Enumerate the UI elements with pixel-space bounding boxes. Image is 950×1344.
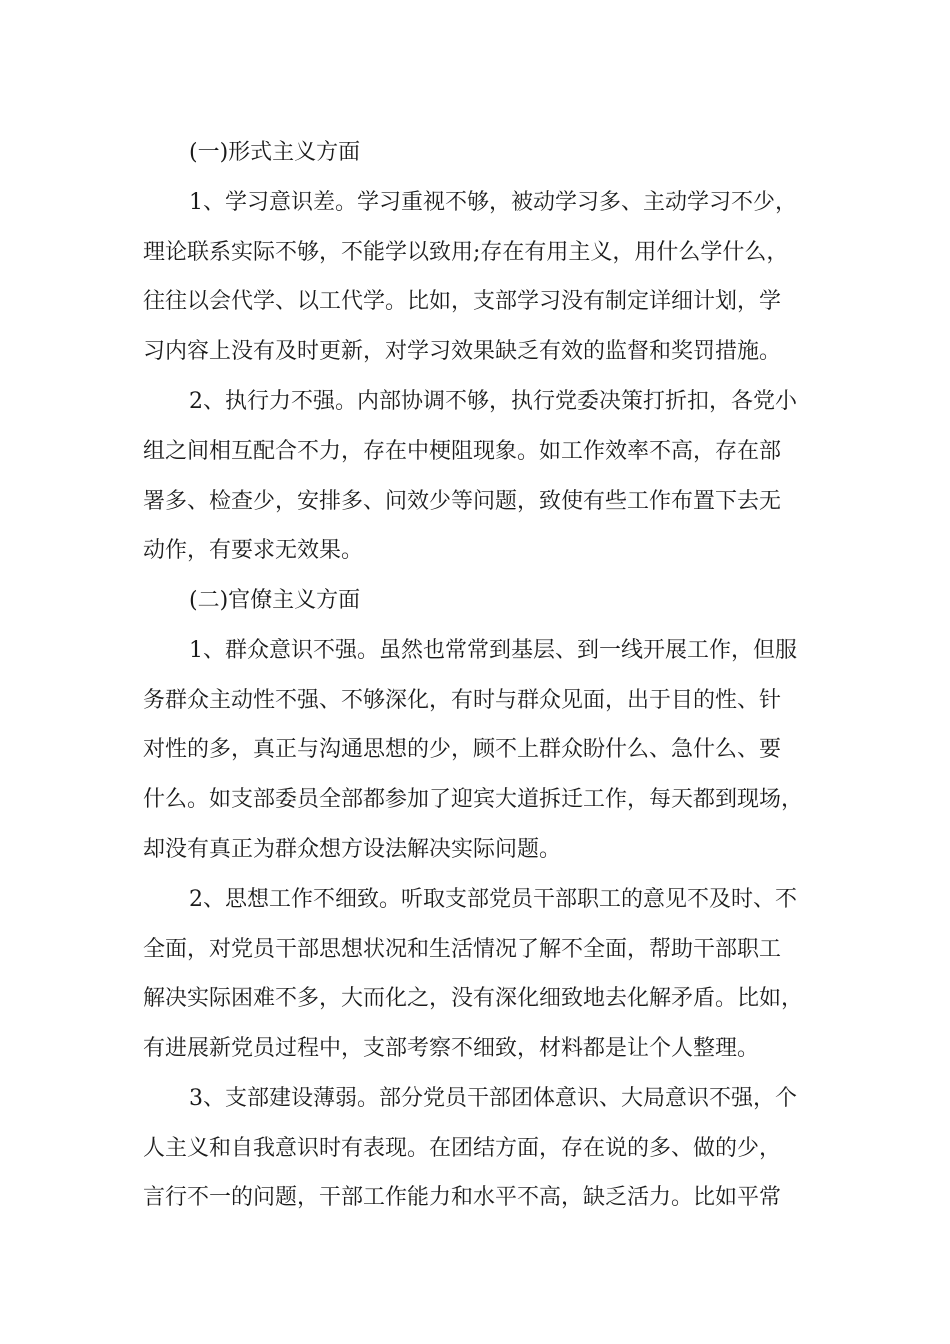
section-heading-formalism: (一)形式主义方面 <box>189 140 361 165</box>
paragraph-line: 全面，对党员干部思想状况和生活情况了解不全面，帮助干部职工 <box>143 937 782 962</box>
paragraph-line: 2、思想工作不细致。听取支部党员干部职工的意见不及时、不 <box>189 887 797 912</box>
paragraph-line: 2、执行力不强。内部协调不够，执行党委决策打折扣，各党小 <box>189 389 797 414</box>
paragraph-line: 习内容上没有及时更新，对学习效果缺乏有效的监督和奖罚措施。 <box>143 339 782 364</box>
section-heading-bureaucracy: (二)官僚主义方面 <box>189 588 361 613</box>
paragraph-line: 1、群众意识不强。虽然也常常到基层、到一线开展工作，但服 <box>189 638 797 663</box>
paragraph-line: 对性的多，真正与沟通思想的少，顾不上群众盼什么、急什么、要 <box>143 737 782 762</box>
paragraph-line: 组之间相互配合不力，存在中梗阻现象。如工作效率不高，存在部 <box>143 439 782 464</box>
paragraph-line: 什么。如支部委员全部都参加了迎宾大道拆迁工作，每天都到现场， <box>143 787 804 812</box>
paragraph-line: 往往以会代学、以工代学。比如，支部学习没有制定详细计划，学 <box>143 289 782 314</box>
paragraph-line: 3、支部建设薄弱。部分党员干部团体意识、大局意识不强，个 <box>189 1086 797 1111</box>
paragraph-line: 理论联系实际不够，不能学以致用;存在有用主义，用什么学什么， <box>143 240 789 265</box>
paragraph-line: 人主义和自我意识时有表现。在团结方面，存在说的多、做的少， <box>143 1136 782 1161</box>
paragraph-line: 却没有真正为群众想方设法解决实际问题。 <box>143 837 562 862</box>
paragraph-line: 解决实际困难不多，大而化之，没有深化细致地去化解矛盾。比如， <box>143 986 804 1011</box>
paragraph-line: 1、学习意识差。学习重视不够，被动学习多、主动学习不少， <box>189 190 797 215</box>
paragraph-line: 署多、检查少，安排多、问效少等问题，致使有些工作布置下去无 <box>143 489 782 514</box>
paragraph-line: 动作，有要求无效果。 <box>143 538 364 563</box>
paragraph-line: 有进展新党员过程中，支部考察不细致，材料都是让个人整理。 <box>143 1036 760 1061</box>
paragraph-line: 言行不一的问题，干部工作能力和水平不高，缺乏活力。比如平常 <box>143 1185 782 1210</box>
paragraph-line: 务群众主动性不强、不够深化，有时与群众见面，出于目的性、针 <box>143 688 782 713</box>
